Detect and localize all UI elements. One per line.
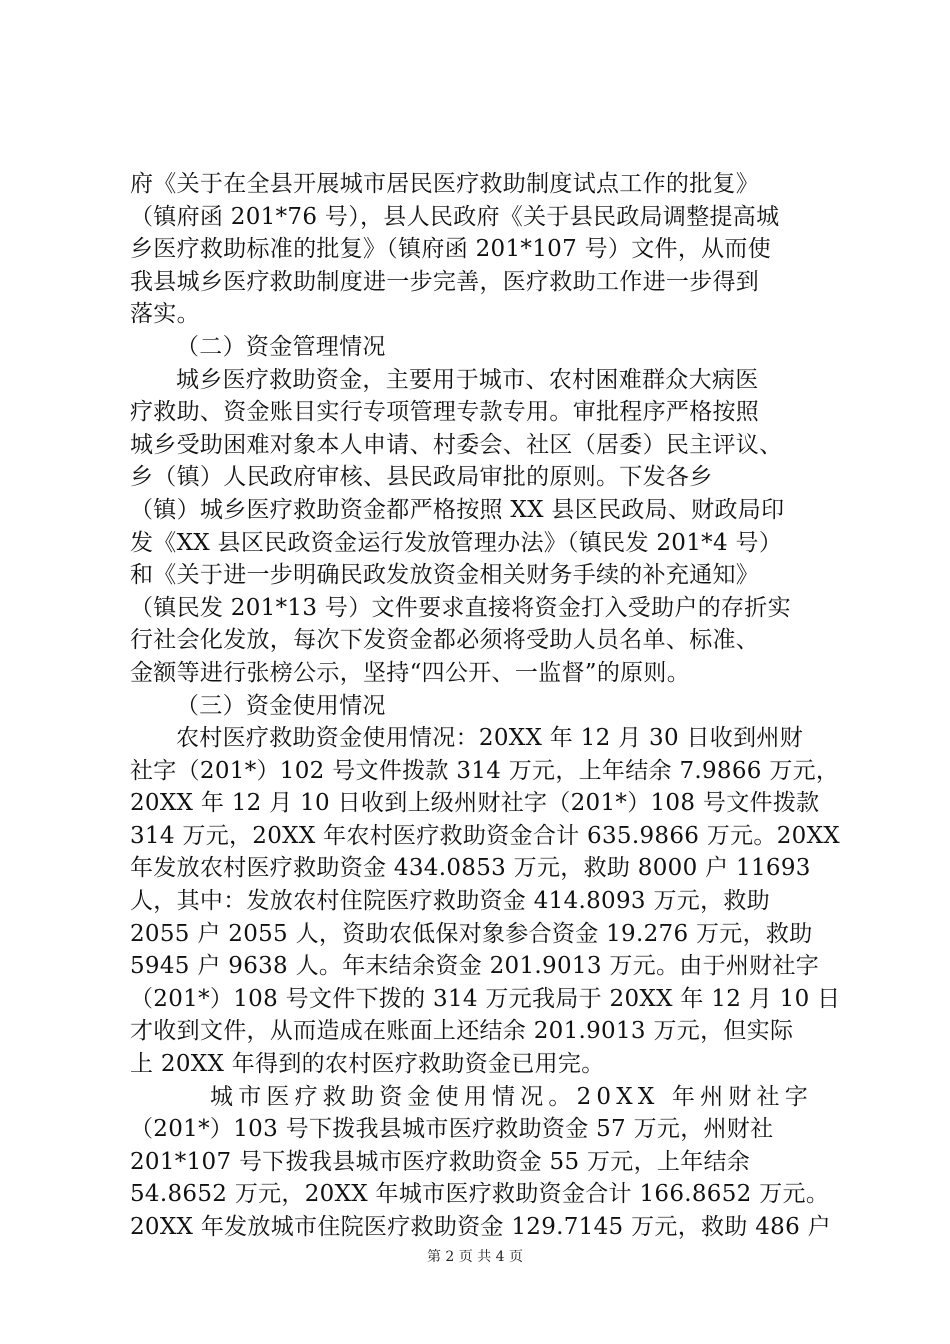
text-line: 才收到文件，从而造成在账面上还结余 201.9013 万元，但实际 — [130, 1018, 794, 1045]
text-line: 城市医疗救助资金使用情况。20XX 年州财社字 — [210, 1083, 813, 1110]
text-line: （201*）108 号文件下拨的 314 万元我局于 20XX 年 12 月 10 日 — [130, 985, 841, 1012]
text-line: 乡（镇）人民政府审核、县民政局审批的原则。下发各乡 — [130, 464, 713, 491]
text-line: 社字（201*）102 号文件拨款 314 万元，上年结余 7.9866 万元， — [130, 757, 840, 784]
text-line: 和《关于进一步明确民政发放资金相关财务手续的补充通知》 — [130, 562, 760, 589]
text-line: 20XX 年 12 月 10 日收到上级州财社字（201*）108 号文件拨款 — [130, 790, 820, 817]
text-line: 20XX 年发放城市住院医疗救助资金 129.7145 万元，救助 486 户 — [130, 1214, 831, 1240]
text-line: 发《XX 县区民政资金运行发放管理办法》（镇民发 201*4 号） — [130, 529, 783, 556]
text-line: （镇）城乡医疗救助资金都严格按照 XX 县区民政局、财政局印 — [130, 496, 785, 523]
section-heading-funds-management: （二）资金管理情况 — [176, 333, 386, 360]
text-line: （201*）103 号下拨我县城市医疗救助资金 57 万元，州财社 — [130, 1116, 774, 1143]
section-heading-funds-usage: （三）资金使用情况 — [176, 692, 386, 719]
text-line: 54.8652 万元，20XX 年城市医疗救助资金合计 166.8652 万元。 — [130, 1181, 830, 1208]
text-line: 农村医疗救助资金使用情况：20XX 年 12 月 30 日收到州财 — [176, 725, 804, 752]
text-line: 城乡医疗救助资金，主要用于城市、农村困难群众大病医 — [176, 366, 759, 393]
text-line: （镇府函 201*76 号），县人民政府《关于县民政局调整提高城 — [130, 203, 780, 230]
text-line: 201*107 号下拨我县城市医疗救助资金 55 万元，上年结余 — [130, 1148, 751, 1175]
page-number-footer: 第 2 页 共 4 页 — [426, 1249, 524, 1265]
text-line: 府《关于在全县开展城市居民医疗救助制度试点工作的批复》 — [130, 171, 760, 197]
text-line: 上 20XX 年得到的农村医疗救助资金已用完。 — [130, 1051, 605, 1078]
text-line: 2055 户 2055 人，资助农低保对象参合资金 19.276 万元，救助 — [130, 920, 813, 947]
text-line: 落实。 — [130, 301, 200, 328]
text-line: 疗救助、资金账目实行专项管理专款专用。审批程序严格按照 — [130, 399, 760, 426]
text-line: 我县城乡医疗救助制度进一步完善，医疗救助工作进一步得到 — [130, 268, 760, 295]
text-line: 行社会化发放，每次下发资金都必须将受助人员名单、标准、 — [130, 627, 760, 654]
text-line: 人，其中：发放农村住院医疗救助资金 414.8093 万元，救助 — [130, 888, 770, 915]
text-line: 5945 户 9638 人。年末结余资金 201.9013 万元。由于州财社字 — [130, 953, 820, 980]
document-body — [130, 168, 841, 1244]
text-line: （镇民发 201*13 号）文件要求直接将资金打入受助户的存折实 — [130, 594, 791, 621]
text-line: 年发放农村医疗救助资金 434.0853 万元，救助 8000 户 11693 — [130, 855, 811, 882]
text-line: 314 万元，20XX 年农村医疗救助资金合计 635.9866 万元。20XX — [130, 822, 840, 849]
text-line: 乡医疗救助标准的批复》（镇府函 201*107 号）文件，从而使 — [130, 236, 772, 263]
text-line: 城乡受助困难对象本人申请、村委会、社区（居委）民主评议、 — [130, 431, 783, 458]
text-line: 金额等进行张榜公示，坚持“四公开、一监督”的原则。 — [130, 659, 691, 686]
